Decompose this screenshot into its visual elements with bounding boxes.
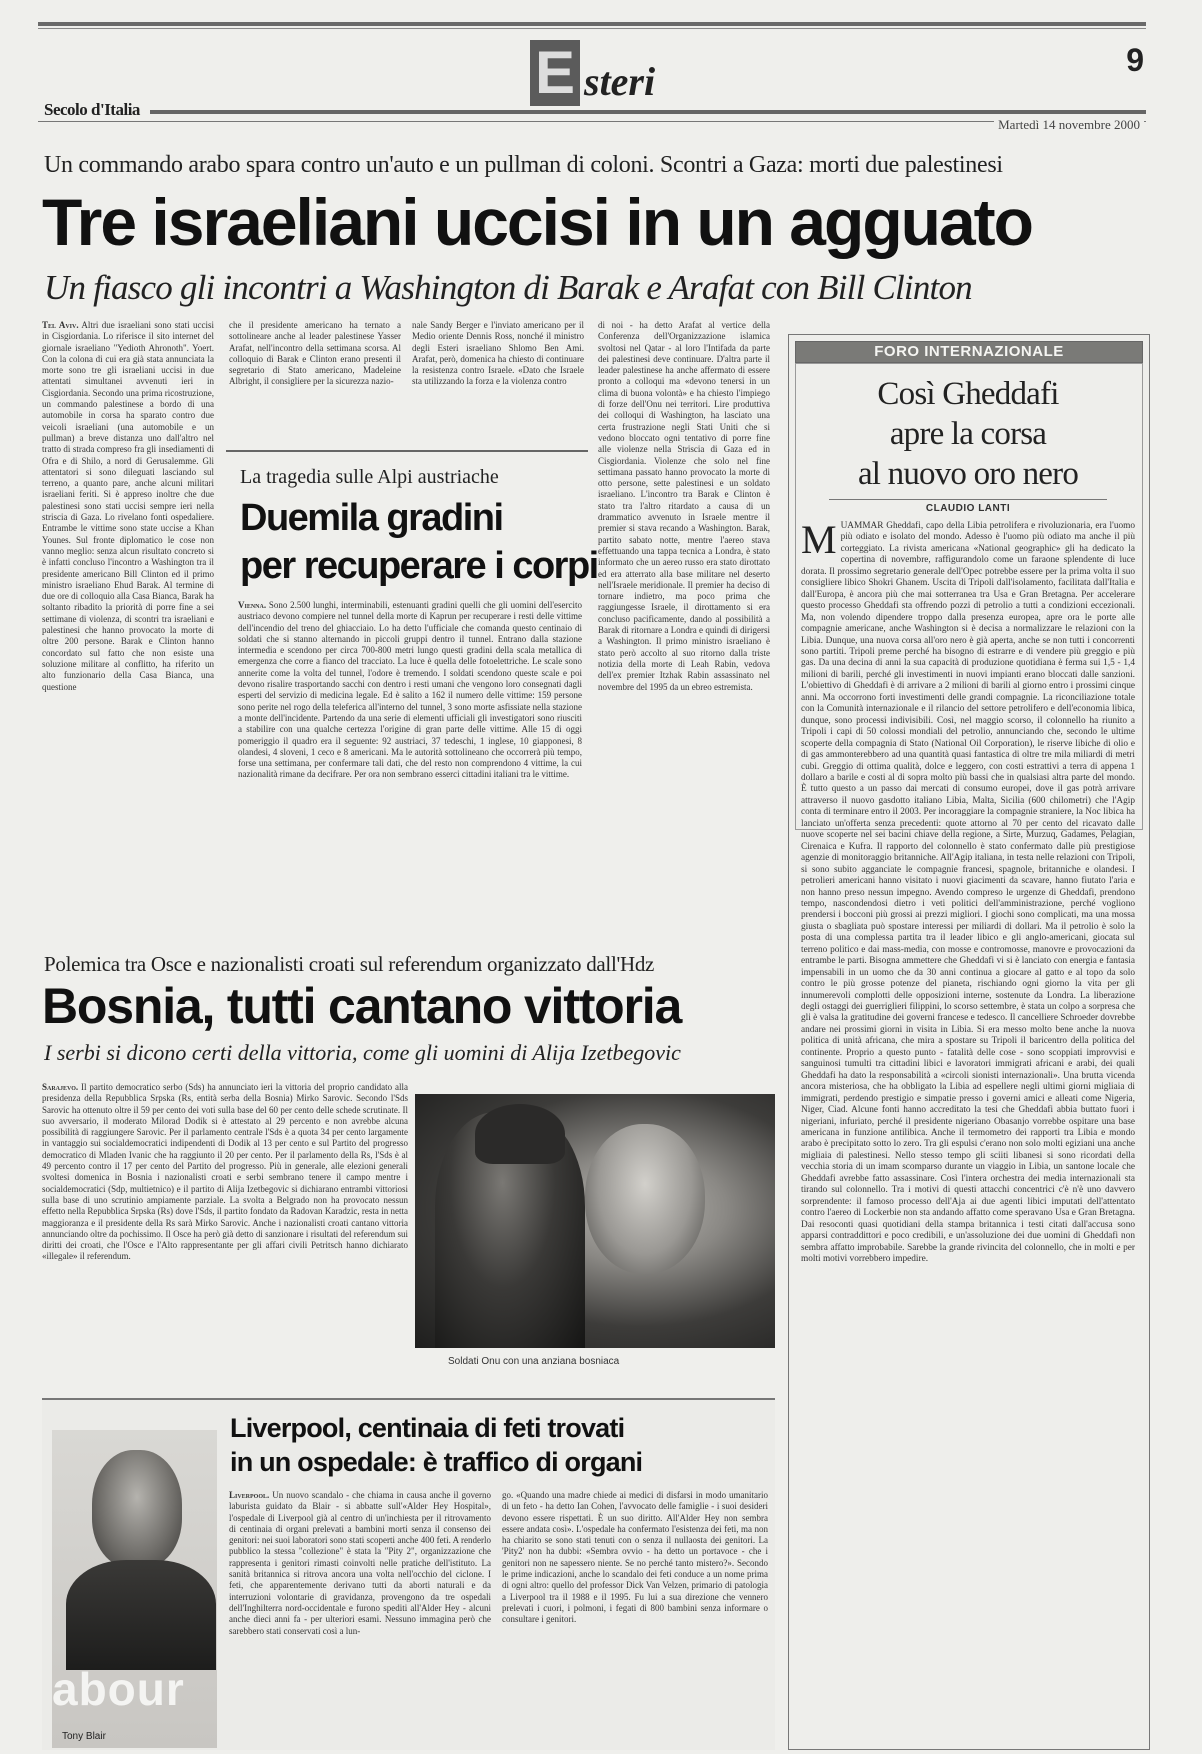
foro-author: CLAUDIO LANTI <box>925 503 1011 514</box>
bosnia-subhead: I serbi si dicono certi della vittoria, come gli uomini di Alija Izetbegovic <box>44 1040 681 1065</box>
lead-column-3: nale Sandy Berger e l'inviato americano per il Medio oriente Dennis Ross, nonché il ministro degli Esteri israeliano Shlomo Ben Ami. Arafat, però, domenica ha chiesto di continuare la resistenza contro Israele. «Dato che Israele sta utilizzando la forza e la violenza contro <box>412 320 584 387</box>
paper-name: Secolo d'Italia <box>44 100 140 119</box>
woman-figure <box>585 1124 705 1274</box>
foro-box <box>788 334 1150 1750</box>
helmet-figure <box>475 1104 565 1164</box>
bosnia-photo-caption: Soldati Onu con una anziana bosniaca <box>448 1356 620 1367</box>
alps-kicker: La tragedia sulle Alpi austriache <box>240 466 499 488</box>
blair-photo <box>52 1430 217 1748</box>
foro-drop-cap: M <box>801 521 837 562</box>
blair-photo-sign: abour <box>52 1663 185 1715</box>
page-number: 9 <box>1126 42 1144 78</box>
liverpool-col1-text: Un nuovo scandalo - che chiama in causa anche il governo laburista guidato da Blair - si abbatte sull'«Alder Hey Hospital», l'ospedale di Liverpool già al centro di un'inchiesta per il ritrovamento di centinaia di organi prelevati a bambini morti senza il consenso dei genitori: nei suoi laboratori sono stati scoperti anche 400 feti. A renderlo pubblico la stessa "collezione" è stata la "Pity 2", organizzazione che rappresenta i genitori rimasti coinvolti nelle pratiche dell'istituto. La sanità britannica si ritrova ancora una volta nell'occhio del ciclone. I feti, che apparentemente derivano tutti da aborti naturali e da interruzioni volontarie di gravidanza, provengono da tre ospedali dell'Inghilterra nord-occidentale e furono spediti all'Alder Hey - alcuni anche dieci anni fa - per ulteriori esami. Nessuno immagina però che sarebbero stati conservati così a lun- <box>229 1490 491 1636</box>
masthead-rule-low <box>38 121 1146 122</box>
lead-col1-text: Altri due israeliani sono stati uccisi in Cisgiordania. Lo riferisce il sito internet del giornale israeliano "Yedioth Ahronoth". Yoert. Con la colona di cui era già stata annunciata la morte sono tre gli israeliani uccisi in due attentati simultanei avvenuti ieri in Cisgiordania. Secondo una prima ricostruzione, un commando palestinese a bordo di una automobile in corsa ha sparato contro due veicoli israeliani (una automobile e un pullman) a breve distanza uno dall'altro nel tratto di strada compreso fra gli insediamenti di Ofra e di Shilo, a nord di Gerusalemme. Gli attentatori si sono dileguati lasciando sul terreno, a quanto pare, anche alcuni militari israeliani feriti. Si è appreso inoltre che due palestinesi sono stati uccisi sempre ieri nella striscia di Gaza. Lo rivelano fonti ospedaliere. Entrambe le vittime sono state uccise a Khan Younes. Sul fronte diplomatico le cose non vanno meglio: senza alcun risultato concreto si è infatti concluso l'incontro a Washington tra il presidente americano Bill Clinton ed il primo ministro israeliano Ehud Barak. Al termine di due ore di colloquio alla Casa Bianca, Barak ha soltanto ribadito la priorità di porre fine a sei settimane di violenza, di scontri tra israeliani e palestinesi che hanno provocato la morte di oltre 200 persone. Barak e Clinton hanno concordato sul fatto che non esiste una soluzione militare al conflitto, ha riferito un alto funzionario della Casa Bianca, una questione <box>42 320 214 692</box>
alps-headline-2: per recuperare i corpi <box>240 545 598 587</box>
liverpool-box <box>42 1398 775 1750</box>
liverpool-headline-1: Liverpool, centinaia di feti trovati <box>230 1413 625 1443</box>
foro-headline-2: apre la corsa <box>889 416 1047 452</box>
alps-headline-1: Duemila gradini <box>240 497 503 539</box>
lead-column-4: di noi - ha detto Arafat al vertice della Conferenza dell'Organizzazione islamica svoltosi nel Qatar - al loro l'Intifada da parte dei palestinesi deve continuare. D'altra parte il leader palestinese ha anche affermato di essere pronto a colloqui ma «devono tenersi in un clima di buona volontà» e ha chiesto l'impiego di forze dell'Onu nei territori. Lire produttiva dei colloqui di Washington, ha lasciato una certa frustrazione negli Stati Uniti che si vedono bloccato ogni tentativo di porre fine alle violenze nella Striscia di Gaza ed in Cisgiordania. Violenze che solo nel fine settimana passato hanno provocato la morte di otto persone, sette palestinesi e un soldato israeliano. L'incontro tra Barak e Clinton è stato tra l'altro ritardato a causa di un drammatico avvenuto in Israele mentre il premier si stava recando a Washington. Barak, partito sabato notte, mentre l'aereo stava effettuando una tappa tecnica a Londra, è stato informato che un aereo russo era stato dirottato ed era atterrato alla base militare nel deserto nell'Israele meridionale. Il premier ha deciso di tornare indietro, ma poco prima che raggiungesse Israele, il dirottamento si era concluso pacificamente, dando al possibilità a Barak di ritornare a Londra e quindi di dirigersi a Washington. Il primo ministro israeliano è stato però accolto al suo ritorno dalla triste notizia della morte di Leah Rabin, vedova dell'ex premier Itzhak Rabin assassinato nel novembre del 1995 da un ebreo estremista. <box>598 320 770 692</box>
bosnia-kicker: Polemica tra Osce e nazionalisti croati sul referendum organizzato dall'Hdz <box>44 952 655 976</box>
top-rule <box>38 22 1146 26</box>
foro-author-rule <box>829 499 1107 500</box>
foro-headline-1: Così Gheddafi <box>877 376 1059 412</box>
issue-date: Martedì 14 novembre 2000 <box>994 117 1144 133</box>
lead-column-1 <box>42 320 214 930</box>
foro-banner <box>795 341 1143 363</box>
bosnia-body <box>42 1082 408 1367</box>
foro-headline-3: al nuovo oro nero <box>857 456 1079 492</box>
top-rule-thin <box>38 28 1146 29</box>
liverpool-column-2: go. «Quando una madre chiede ai medici di disfarsi in modo umanitario di un feto - ha detto Ian Cohen, l'avvocato delle famiglie - i suoi desideri devono essere rispettati. È un suo diritto. All'Alder Hey non sembra essere andata così». L'ospedale ha confermato l'esistenza dei feti, ma non ha chiarito se sono stati tenuti con o senza il nullaosta dei genitori. La 'Pity2' non ha dubbi: «Sembra ovvio - ha detto un portavoce - che i genitori non ne sapessero niente. Se no perché tanto mistero?». Secondo le prime indicazioni, anche lo scandalo dei feti conduce a un nome prima di ogni altro: quello del professor Dick Van Velzen, primario di patologia a Liverpool tra il 1988 e il 1995. Fu lui a sua direzione che vennero prelevati i cuori, i polmoni, i fegati di 800 bambini senza informare o consultare i genitori. <box>502 1490 768 1625</box>
liverpool-column-1 <box>229 1490 491 1745</box>
alps-body-text: Sono 2.500 lunghi, interminabili, estenuanti gradini quelli che gli uomini dell'esercito austriaco devono compiere nel tunnel della morte di Kaprun per recuperare i resti delle vittime dell'incendio del treno del ghiacciaio. Lo ha detto l'ufficiale che comanda questo centinaio di soldati che si stanno alternando in piccoli gruppi dentro il tunnel. Entrano dalla stazione intermedia e scendono per circa 700-800 metri lungo questi gradini della scala metallica di emergenza che corre a fianco del tracciato. La luce è quella delle fotoelettriche. Le scale sono annerite come la volta del tunnel, l'odore è tremendo. I soldati scendono queste scale e poi devono risalire trasportando sacchi con dentro i resti umani che vengono loro consegnati dagli esperti del servizio di medicina legale. Ed è salito a 162 il numero delle vittime: 159 persone sono perite nel rogo della teleferica all'interno del tunnel, 3 sono morte asfissiate nella stazione a monte dell'incidente. Partendo da una serie di elementi ufficiali gli investigatori sono riusciti a stabilire con una qualche certezza l'origine di gran parte delle vittime. Alle 15 di oggi pomeriggio il quadro era il seguente: 92 austriaci, 37 tedeschi, 1 inglese, 10 giapponesi, 8 olandesi, 4 sloveni, 1 ceco e 8 americani. Ma le autorità sottolineano che occorrerà più tempo, forse una settimana, per confermare tali dati, che del resto non comprendono 4 vittime, la cui nazionalità rimane da decifrare. Per ora non sembrano esserci cittadini italiani tra le vittime. <box>238 600 582 780</box>
lead-subhead: Un fiasco gli incontri a Washington di Barak e Arafat con Bill Clinton <box>44 268 972 307</box>
alps-body <box>238 600 582 930</box>
foro-body <box>801 521 1135 1731</box>
blair-suit <box>66 1560 216 1670</box>
section-initial: E <box>530 40 580 106</box>
lead-kicker: Un commando arabo spara contro un'auto e un pullman di coloni. Scontri a Gaza: morti due palestinesi <box>44 152 1003 178</box>
section-logo <box>530 40 730 110</box>
alps-box <box>226 450 598 937</box>
liverpool-dateline: Liverpool. <box>229 1490 270 1500</box>
bosnia-photo <box>415 1094 775 1348</box>
alps-dateline: Vienna. <box>238 600 267 610</box>
foro-banner-text: FORO INTERNAZIONALE <box>874 343 1064 360</box>
lead-headline: Tre israeliani uccisi in un agguato <box>42 185 1032 259</box>
blair-caption: Tony Blair <box>62 1731 106 1742</box>
bosnia-dateline: Sarajevo. <box>42 1082 79 1092</box>
bosnia-headline: Bosnia, tutti cantano vittoria <box>42 978 682 1034</box>
liverpool-headline-2: in un ospedale: è traffico di organi <box>230 1447 643 1477</box>
blair-head <box>92 1450 182 1568</box>
section-rest: steri <box>584 59 656 104</box>
foro-body-text: UAMMAR Gheddafi, capo della Libia petrolifera e rivoluzionaria, era l'uomo più odiato e isolato del mondo. Adesso è l'uomo più odiato ma anche il più corteggiato. La rivista americana «National geographic» gli ha dedicato la copertina di novembre, raffigurandolo come un faraone splendente di luce dorata. Il prossimo segretario generale dell'Opec potrebbe essere per la prima volta il suo consigliere libico Shokri Ghanem. Uscita di Tripoli dall'isolamento, facilitata dall'Italia e dall'Europa, è ancora più che mai sotterranea tra Usa e Gran Bretagna. Per accelerare questo processo Gheddafi sta offrendo pozzi di petrolio a tutti a condizioni eccezionali. Ma, non volendo dipendere troppo dalla presenza europea, apre ora le porte alle compagnie americane, anche Washington si è decisa a normalizzare le relazioni con la Libia. Dunque, una nuova corsa all'oro nero è già aperta, anche se non tutti i concorrenti sono partiti. Tripoli preme perché ha bisogno di estrarre e di vendere più greggio e più gas. Da una decina di anni la sua capacità di produzione quotidiana è ferma sui 1,5 - 1,4 milioni di barili, perché gli investimenti in nuovi impianti erano bloccati dalle sanzioni. L'obiettivo di Gheddafi è di arrivare a 2 milioni di barili al giorno entro i prossimi cinque anni. Ma occorrono forti investimenti delle grandi compagnie. La riconciliazione totale con la Comunità internazionale e il rilancio del settore petrolifero e dell'economia libica, dunque, sono processi indivisibili. Così, nel maggio scorso, il colonnello ha riunito a Tripoli i capi di 50 colossi mondiali del petrolio, annunciando che, secondo le ultime scoperte della compagnia di Stato (National Oil Corporation), le riserve libiche di olio e di gas ammonterebbero ad una quantità quasi fantastica di oltre tre mila miliardi di metri cubi. Greggio di ottima qualità, dolce e leggero, con costi estrattivi a terra di appena 1 dollaro a barile e costi al di sopra molto più bassi che in qualsiasi altra parte del mondo. È tutto questo a un passo dai mercati di consumo europei, dove il gas potrà arrivare attraverso il nuovo gasdotto italiano Libia, Malta, Sicilia (600 chilometri) che l'Agip conta di terminare entro il 2003. Per incoraggiare la compagnie straniere, la Noc libica ha lanciato un'offerta senza precedenti: quote attorno al 70 per cento del ricavato dalle nuove scoperte nel sei bacini chiave della regione, a Sirte, Murzuq, Gadames, Pelagian, Cirenaica e Kufra. Il rapporto del colonnello è stato confermato dalle più prestigiose agenzie di monitoraggio britanniche. All'Agip italiana, in testa nelle relazioni con Tripoli, si sono subito agganciate le compagnie francesi, spagnole, britanniche e olandesi. I petrolieri americani hanno visitato i nuovi giacimenti da scavare, hanno fiutato l'aria e non hanno preso nessun impegno. Avendo compreso le urgenze di Gheddafi, prendono tempo, nascondendosi dietro i veti politici dell'amministrazione, perché vogliono prendersi i bocconi più grossi ai prezzi migliori. I giochi sono complicati, ma una mossa giusta o sbagliata può spostare interessi per miliardi di dollari. Ma il petrolio è solo la posta di una complessa partita tra il leader libico e gli anglo-americani, giocata sul terreno politico e dai mass-media, con mosse e contromosse, manovre e provocazioni da entrambe le parti. Bisogna ammettere che Gheddafi vi si è lanciato con energia e fantasia impensabili in un uomo che da 30 anni continua a giocare al gatto e al topo da solo contro le più grosse potenze del pianeta, rischiando ogni giorno la vita per gli innumerevoli complotti delle opposizioni interne, sostenute da Londra. La liberazione degli ostaggi dei guerriglieri filippini, lo scorso settembre, è stata un colpo a sorpresa che gli è valsa la gratitudine dei governi francese e tedesco. Il cancelliere Schroeder dovrebbe andare nei prossimi giorni in visita in Libia. Si era messo molto bene anche la nuova politica di unità africana, che mira a spostare su Tripoli il baricentro della politica del continente. Proprio a questo punto - fatalità delle cose - sono scoppiati improvvisi e sanguinosi tumulti tra cittadini libici e lavoratori immigrati africani e arabi, dei quali Gheddafi ha dato la responsabilità a «circoli sionisti internazionali». Una brutta vicenda ancora misteriosa, che ha obbligato la Libia ad espellere negli ultimi giorni migliaia di immigrati, perdendo prestigio e simpatie presso i governi amici e alleati come Nigeria, Niger, Ciad. Alcune fonti hanno accreditato la tesi che Gheddafi abbia buttato fuori i nigeriani, infuriato, perché il presidente nigeriano Obasanjo vorrebbe ospitare una base americana in funzione antilibica. Anche il termometro dei rapporti tra Libia e mondo arabo è precipitato sotto lo zero. Tra gli espulsi c'erano non solo molti egiziani una anche migliaia di palestinesi. Nello stesso tempo gli sciiti libanesi si sono ricordati della vecchia storia di un imam scomparso durante un viaggio in Libia, un santone locale che Gheddafi avrebbe fatto assassinare. Così l'intera orchestra dei media internazionali sta tirando sul colonnello. Tra i motivi di questi attacchi concentrici c'è n'è uno davvero sorprendente: il famoso processo dell'Aja ai due agenti libici imputati dell'attentato contro l'aereo di Lockerbie non sta andando affatto come speravano Usa e Gran Bretagna. Dai resoconti quasi quotidiani della stampa britannica i testi citati dall'accusa sono apparsi contraddittori e poco credibili, e un'assoluzione dei due uomini di Gheddafi non sembra affatto improbabile. Sarebbe la grande rivincita del colonnello, che in molti e per molti motivi vorrebbero impedire. <box>801 521 1135 1264</box>
masthead-rule <box>150 110 1146 114</box>
bosnia-body-text: Il partito democratico serbo (Sds) ha annunciato ieri la vittoria del proprio candidato alla presidenza della Repubblica Srpska (Rs, entità serba della Bosnia) Mirko Sarovic. Secondo l'Sds Sarovic ha ottenuto oltre il 59 per cento dei voti sulla base del 60 per cento delle schede scrutinate. Il suo avversario, il moderato Milorad Dodik si è attestato al 29 percento e non avrebbe alcuna possibilità di raggiungere Sarovic. Per il parlamento centrale l'Sds è a quota 34 per cento largamente in vantaggio sui socialdemocratici indipendenti di Dodik al 13 per cento e sul Partito del progresso democratico di Mladen Ivanic che ha raggiunto il 20 per cento. Per il parlamento della Rs, l'Sds è al 49 percento contro il 17 per cento del Partito del progresso. Più in generale, alle elezioni generali svoltesi domenica in Bosnia i nazionalisti croati e serbi sembrano tenere il campo mentre i socialdemocratici (Sdp, multietnico) e il partito di Alija Izetbegovic si dichiarano entrambi vittoriosi sulla base di uno scrutinio ampiamente parziale. La svolta a Belgrado non ha provocato nessun effetto nella Repubblica Srpska (Rs) dove l'Sds, il partito fondato da Radovan Karadzic, resta in netta maggioranza e il presidente della Rs sarà Mirko Sarovic. Anche i nazionalisti croati cantano vittoria annunciando oltre da pochissimo. Il Osce ha però già detto di sanzionare i risultati del referendum sui diritti dei croati, che l'Osce e l'Alto rappresentante per gli affari civili Petritsch hanno dichiarato «illegale» il referendum. <box>42 1082 408 1262</box>
lead-column-2: che il presidente americano ha ternato a sottolineare anche al leader palestinese Yasser Arafat, nell'incontro della settimana scorsa. Al colloquio di Barak e Clinton erano presenti il segretario di Stato americano, Madeleine Albright, il consigliere per la sicurezza nazio- <box>229 320 401 387</box>
lead-dateline: Tel Aviv. <box>42 320 79 330</box>
